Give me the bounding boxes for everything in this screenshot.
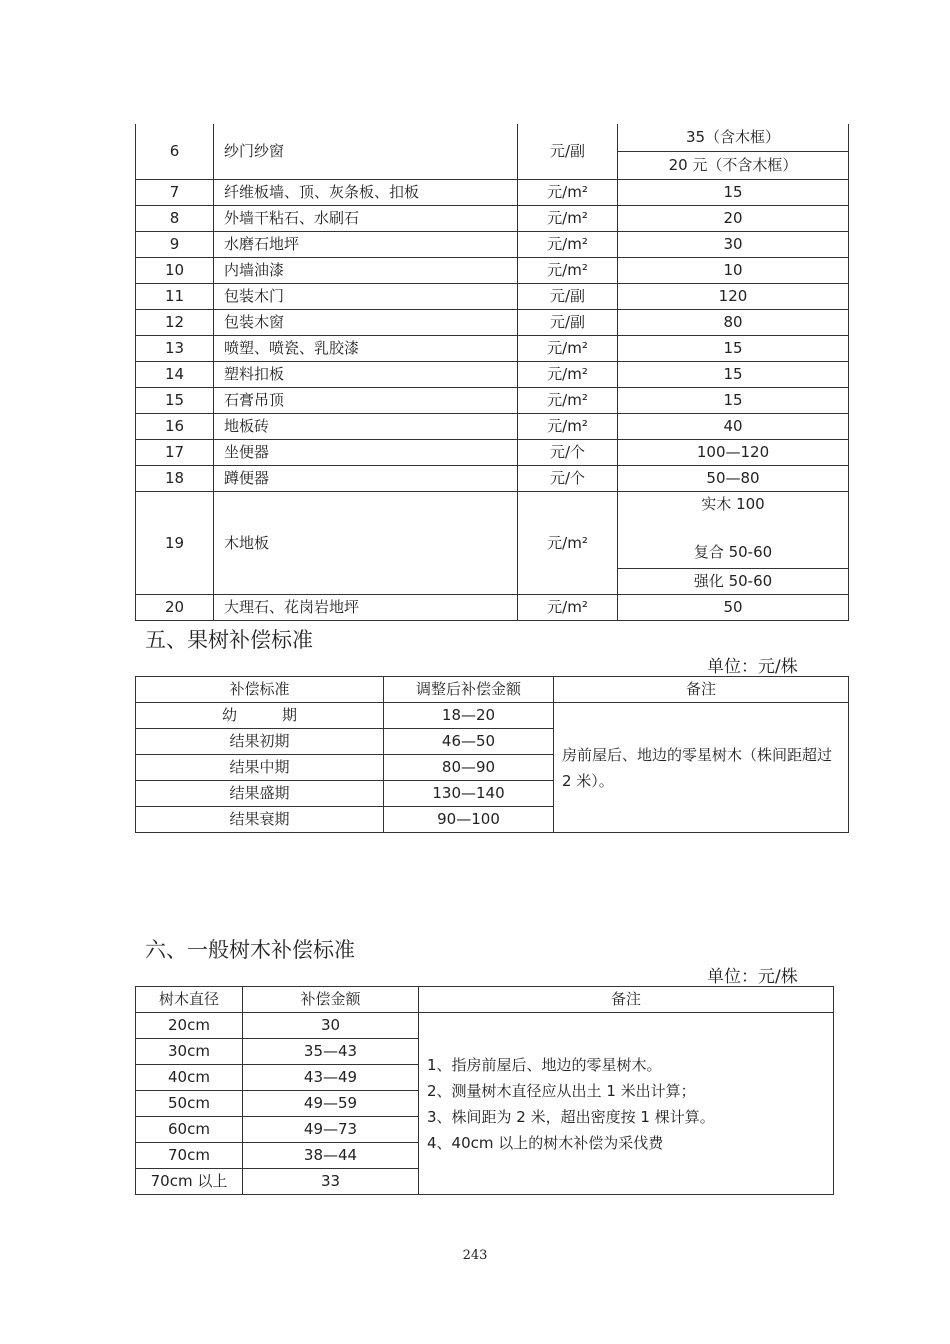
item-name: 大理石、花岗岩地坪 bbox=[214, 595, 518, 621]
row-number: 8 bbox=[136, 206, 214, 232]
tree-diameter: 60cm bbox=[136, 1117, 243, 1143]
section-title: 五、果树补偿标准 bbox=[145, 628, 313, 652]
item-unit: 元/m² bbox=[518, 258, 618, 284]
item-unit: 元/m² bbox=[518, 414, 618, 440]
row-number: 7 bbox=[136, 180, 214, 206]
item-price: 复合 50-60 bbox=[693, 543, 773, 561]
remark-line: 3、株间距为 2 米，超出密度按 1 棵计算。 bbox=[427, 1107, 715, 1126]
compensation-amount: 130—140 bbox=[384, 781, 554, 807]
item-name: 木地板 bbox=[214, 492, 518, 595]
item-unit: 元/个 bbox=[518, 466, 618, 492]
item-name: 蹲便器 bbox=[214, 466, 518, 492]
unit-label: 单位：元/株 bbox=[707, 657, 798, 677]
item-price-cell bbox=[618, 492, 849, 569]
item-name: 外墙干粘石、水刷石 bbox=[214, 206, 518, 232]
row-number: 20 bbox=[136, 595, 214, 621]
remark bbox=[419, 1013, 834, 1195]
row-number: 19 bbox=[136, 492, 214, 595]
item-price: 40 bbox=[618, 414, 849, 440]
table-row bbox=[136, 414, 849, 440]
table-row bbox=[136, 362, 849, 388]
row-number: 18 bbox=[136, 466, 214, 492]
section-title: 六、一般树木补偿标准 bbox=[145, 938, 355, 962]
column-header: 备注 bbox=[554, 677, 849, 703]
table-row bbox=[136, 492, 849, 569]
column-header: 调整后补偿金额 bbox=[384, 677, 554, 703]
item-unit: 元/m² bbox=[518, 180, 618, 206]
row-number: 10 bbox=[136, 258, 214, 284]
growth-stage: 幼 期 bbox=[136, 703, 384, 729]
compensation-amount: 90—100 bbox=[384, 807, 554, 833]
row-number: 16 bbox=[136, 414, 214, 440]
item-unit: 元/个 bbox=[518, 440, 618, 466]
item-price: 50—80 bbox=[618, 466, 849, 492]
column-header: 树木直径 bbox=[136, 987, 243, 1013]
remark-line: 4、40cm 以上的树木补偿为采伐费 bbox=[427, 1133, 664, 1152]
item-price: 10 bbox=[618, 258, 849, 284]
item-name: 喷塑、喷瓷、乳胶漆 bbox=[214, 336, 518, 362]
compensation-amount: 33 bbox=[243, 1169, 419, 1195]
item-price: 15 bbox=[618, 388, 849, 414]
item-unit: 元/m² bbox=[518, 595, 618, 621]
item-price: 100—120 bbox=[618, 440, 849, 466]
item-name: 石膏吊顶 bbox=[214, 388, 518, 414]
table-row bbox=[136, 258, 849, 284]
row-number: 13 bbox=[136, 336, 214, 362]
table-row bbox=[136, 336, 849, 362]
item-unit: 元/m² bbox=[518, 388, 618, 414]
row-number: 14 bbox=[136, 362, 214, 388]
compensation-amount: 49—73 bbox=[243, 1117, 419, 1143]
table-row bbox=[136, 284, 849, 310]
row-number: 17 bbox=[136, 440, 214, 466]
table-row bbox=[136, 466, 849, 492]
item-unit: 元/m² bbox=[518, 492, 618, 595]
tree-diameter: 70cm 以上 bbox=[136, 1169, 243, 1195]
compensation-amount: 49—59 bbox=[243, 1091, 419, 1117]
table-row bbox=[136, 310, 849, 336]
item-unit: 元/副 bbox=[518, 310, 618, 336]
item-price: 35（含木框） bbox=[618, 124, 849, 152]
table-row bbox=[136, 595, 849, 621]
item-price: 30 bbox=[618, 232, 849, 258]
item-price: 50 bbox=[618, 595, 849, 621]
tree-diameter: 30cm bbox=[136, 1039, 243, 1065]
remark-line: 1、指房前屋后、地边的零星树木。 bbox=[427, 1055, 662, 1074]
column-header: 备注 bbox=[419, 987, 834, 1013]
table-row bbox=[136, 440, 849, 466]
item-price: 强化 50-60 bbox=[618, 569, 849, 595]
item-unit: 元/m² bbox=[518, 362, 618, 388]
item-unit: 元/副 bbox=[518, 124, 618, 180]
growth-stage: 结果初期 bbox=[136, 729, 384, 755]
compensation-amount: 43—49 bbox=[243, 1065, 419, 1091]
page-number: 243 bbox=[462, 1248, 488, 1263]
item-price: 20 bbox=[618, 206, 849, 232]
remark: 房前屋后、地边的零星树木（株间距超过 2 米）。 bbox=[554, 703, 849, 833]
fruit-tree-table bbox=[135, 676, 849, 833]
remark-line: 2、测量树木直径应从出土 1 米出计算； bbox=[427, 1081, 696, 1100]
compensation-amount: 30 bbox=[243, 1013, 419, 1039]
table-row bbox=[136, 1013, 834, 1039]
item-name: 地板砖 bbox=[214, 414, 518, 440]
growth-stage: 结果衰期 bbox=[136, 807, 384, 833]
column-header: 补偿金额 bbox=[243, 987, 419, 1013]
compensation-amount: 46—50 bbox=[384, 729, 554, 755]
general-tree-table bbox=[135, 986, 834, 1195]
table-header-row bbox=[136, 677, 849, 703]
item-price: 120 bbox=[618, 284, 849, 310]
item-price: 80 bbox=[618, 310, 849, 336]
row-number: 6 bbox=[136, 124, 214, 180]
row-number: 11 bbox=[136, 284, 214, 310]
compensation-amount: 35—43 bbox=[243, 1039, 419, 1065]
row-number: 12 bbox=[136, 310, 214, 336]
item-price: 15 bbox=[618, 180, 849, 206]
item-name: 包装木窗 bbox=[214, 310, 518, 336]
table-row bbox=[136, 206, 849, 232]
table-row bbox=[136, 232, 849, 258]
tree-diameter: 40cm bbox=[136, 1065, 243, 1091]
item-name: 塑料扣板 bbox=[214, 362, 518, 388]
item-unit: 元/m² bbox=[518, 232, 618, 258]
table-row bbox=[136, 124, 849, 152]
compensation-table-top bbox=[135, 124, 849, 621]
item-name: 水磨石地坪 bbox=[214, 232, 518, 258]
item-unit: 元/m² bbox=[518, 206, 618, 232]
item-name: 内墙油漆 bbox=[214, 258, 518, 284]
item-price: 实木 100 bbox=[701, 495, 765, 513]
compensation-amount: 80—90 bbox=[384, 755, 554, 781]
growth-stage: 结果盛期 bbox=[136, 781, 384, 807]
tree-diameter: 20cm bbox=[136, 1013, 243, 1039]
row-number: 9 bbox=[136, 232, 214, 258]
item-name: 纱门纱窗 bbox=[214, 124, 518, 180]
table-row bbox=[136, 388, 849, 414]
item-price: 20 元（不含木框） bbox=[618, 152, 849, 180]
item-name: 坐便器 bbox=[214, 440, 518, 466]
tree-diameter: 50cm bbox=[136, 1091, 243, 1117]
table-header-row bbox=[136, 987, 834, 1013]
unit-label: 单位：元/株 bbox=[707, 967, 798, 987]
item-name: 包装木门 bbox=[214, 284, 518, 310]
item-unit: 元/副 bbox=[518, 284, 618, 310]
compensation-amount: 38—44 bbox=[243, 1143, 419, 1169]
tree-diameter: 70cm bbox=[136, 1143, 243, 1169]
table-row bbox=[136, 180, 849, 206]
item-price: 15 bbox=[618, 336, 849, 362]
item-unit: 元/m² bbox=[518, 336, 618, 362]
row-number: 15 bbox=[136, 388, 214, 414]
item-name: 纤维板墙、顶、灰条板、扣板 bbox=[214, 180, 518, 206]
item-price: 15 bbox=[618, 362, 849, 388]
compensation-amount: 18—20 bbox=[384, 703, 554, 729]
growth-stage: 结果中期 bbox=[136, 755, 384, 781]
column-header: 补偿标准 bbox=[136, 677, 384, 703]
table-row bbox=[136, 703, 849, 729]
